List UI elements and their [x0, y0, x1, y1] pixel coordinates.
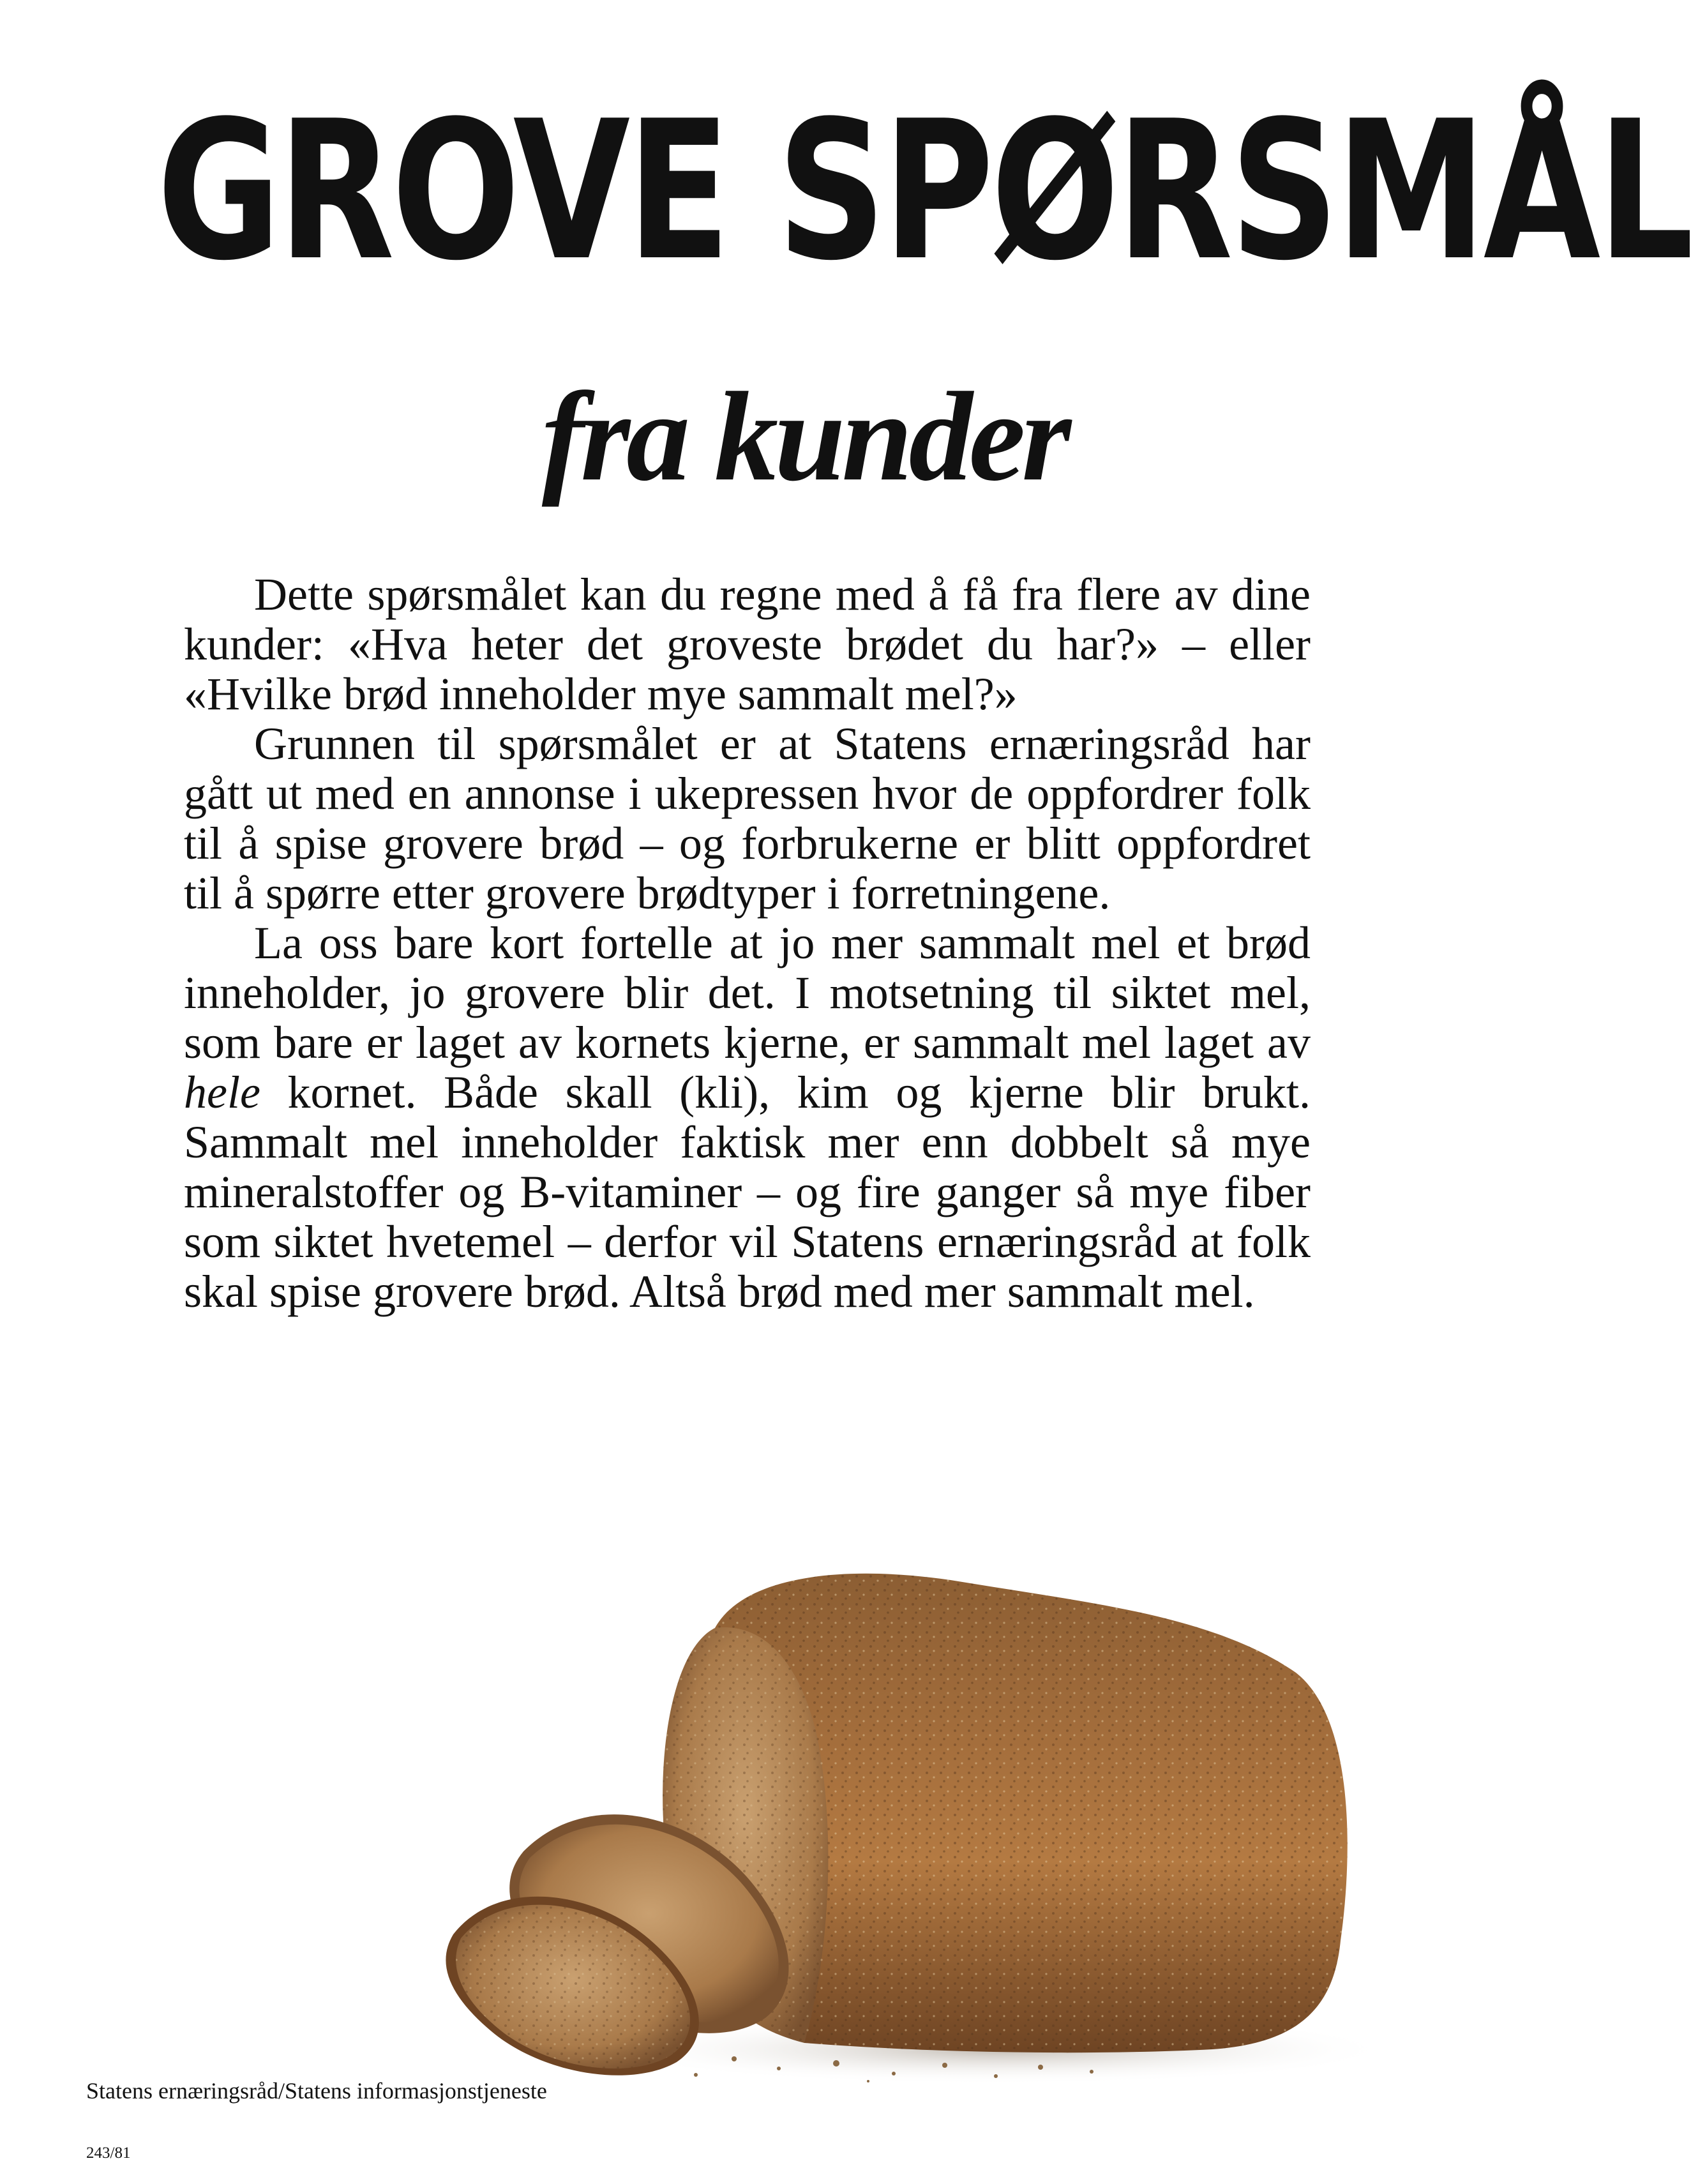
emphasis-hele: hele [184, 1067, 260, 1118]
subheadline: fra kunder [541, 366, 1068, 508]
paragraph-3-end: kornet. Både skall (kli), kim og kjerne blir brukt. Sammalt mel inneholder faktisk mer enn dobbelt så mye mineralstoffer og B-vitaminer – og fire ganger så mye fiber som siktet hvetemel – derfor vil Statens ernæringsråd at folk skal spise grovere brød. Altså brød med mer sammalt mel. [184, 1067, 1311, 1317]
footer-code: 243/81 [86, 2144, 131, 2162]
headline: GROVE SPØRSMÅL [156, 80, 1691, 303]
paragraph-3-start: La oss bare kort fortelle at jo mer sammalt mel et brød inneholder, jo grovere blir det. I motsetning til siktet mel, som bare er laget av kornets kjerne, er sammalt mel laget av [184, 917, 1311, 1068]
body-text [184, 569, 1311, 1316]
paragraph-3 [184, 918, 1311, 1316]
footer-credit: Statens ernæringsråd/Statens informasjonstjeneste [86, 2078, 547, 2104]
paragraph-1: Dette spørsmålet kan du regne med å få fra flere av dine kunder: «Hva heter det groveste brødet du har?» – eller «Hvilke brød inneholder mye sammalt mel?» [184, 569, 1311, 719]
paragraph-2: Grunnen til spørsmålet er at Statens ernæringsråd har gått ut med en annonse i ukepressen hvor de oppfordrer folk til å spise grovere brød – og forbrukerne er blitt oppfordret til å spørre etter grovere brødtyper i forretningene. [184, 718, 1311, 919]
bread-loaf-image [447, 1545, 1379, 2094]
